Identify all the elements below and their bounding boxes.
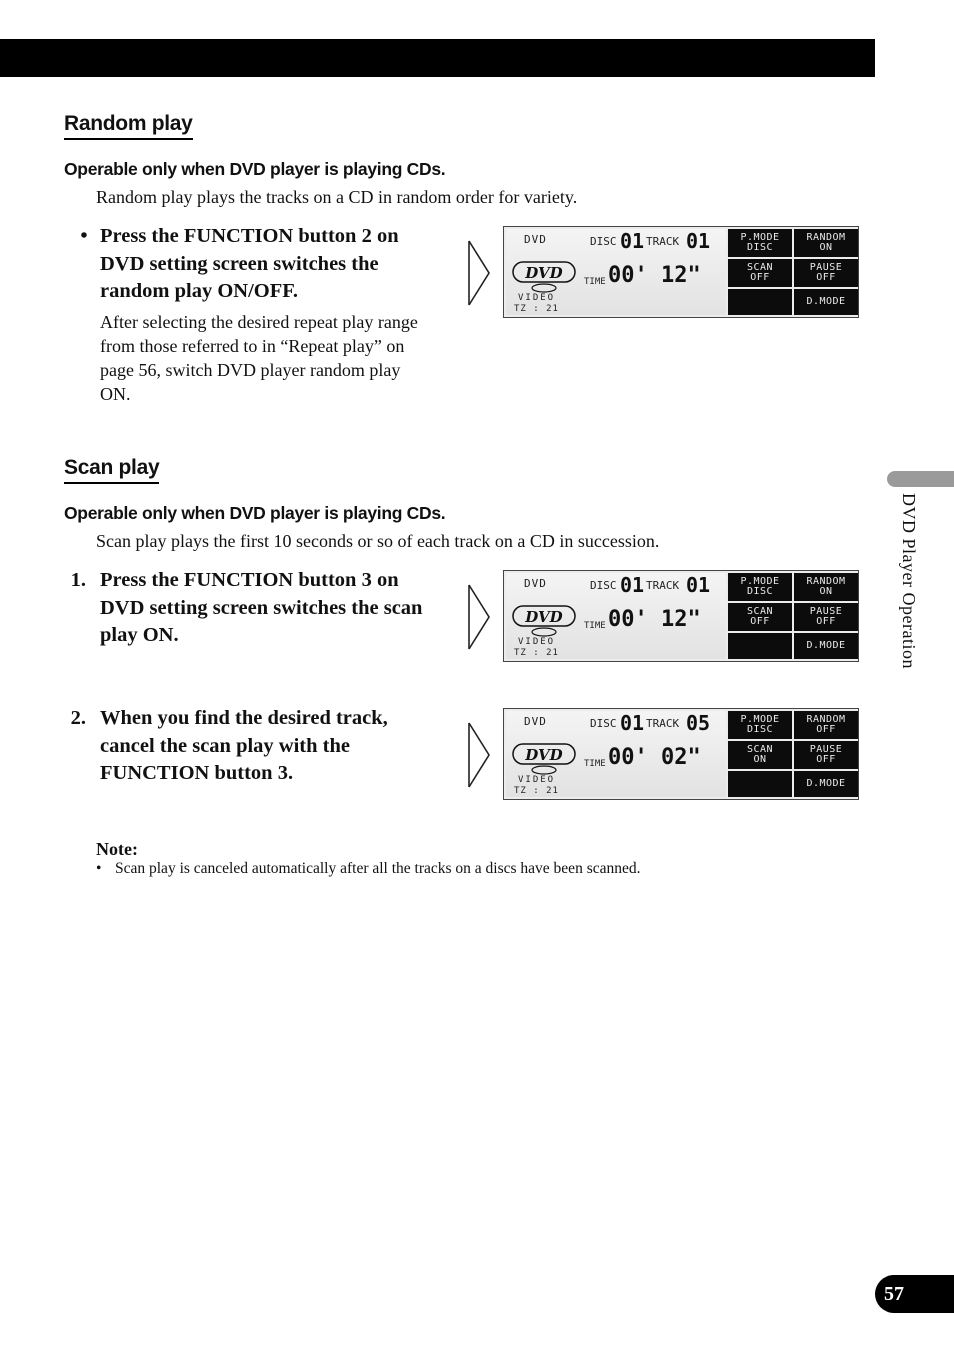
scan-play-heading: Scan play bbox=[64, 455, 159, 484]
source-label: DVD bbox=[524, 577, 547, 590]
note-title: Note: bbox=[96, 839, 138, 859]
scan-play-subhead: Operable only when DVD player is playing CDs. bbox=[64, 503, 446, 523]
scan-play-step-2 bbox=[64, 705, 444, 788]
random-play-subhead: Operable only when DVD player is playing CDs. bbox=[64, 159, 446, 179]
pause-off-button[interactable]: PAUSE OFF bbox=[794, 259, 858, 287]
track-label: TRACK bbox=[646, 235, 680, 248]
step-bullet: • bbox=[80, 225, 88, 247]
dvd-logo-icon bbox=[512, 743, 576, 777]
random-on-button[interactable]: RANDOM ON bbox=[794, 229, 858, 257]
dmode-button[interactable]: D.MODE bbox=[794, 633, 858, 659]
arrow-right-icon bbox=[467, 721, 491, 789]
pause-off-button[interactable]: PAUSE OFF bbox=[794, 741, 858, 769]
scan-play-intro: Scan play plays the first 10 seconds or so of each track on a CD in succession. bbox=[96, 531, 660, 551]
pmode-disc-button[interactable]: P.MODE DISC bbox=[728, 229, 792, 257]
track-number: 01 bbox=[686, 229, 711, 253]
svg-text:DVD: DVD bbox=[525, 264, 563, 282]
video-label: VIDEO bbox=[518, 775, 556, 785]
disc-number: 01 bbox=[620, 573, 645, 597]
video-label: VIDEO bbox=[518, 637, 556, 647]
lcd-display-random bbox=[503, 226, 859, 318]
time-label: TIME bbox=[584, 759, 606, 769]
header-bar bbox=[0, 39, 875, 77]
video-label: VIDEO bbox=[518, 293, 556, 303]
svg-text:DVD: DVD bbox=[525, 608, 563, 626]
blank-button[interactable] bbox=[728, 289, 792, 315]
pmode-disc-button[interactable]: P.MODE DISC bbox=[728, 711, 792, 739]
scan-play-step-1 bbox=[64, 567, 444, 650]
side-tab-label: DVD Player Operation bbox=[899, 493, 919, 669]
source-label: DVD bbox=[524, 715, 547, 728]
pause-off-button[interactable]: PAUSE OFF bbox=[794, 603, 858, 631]
dmode-button[interactable]: D.MODE bbox=[794, 289, 858, 315]
side-tab-marker bbox=[887, 471, 954, 487]
lcd-display-scan-cancel bbox=[503, 708, 859, 800]
lcd-screen bbox=[506, 573, 726, 659]
tz-label: TZ : 21 bbox=[514, 786, 559, 796]
time-label: TIME bbox=[584, 277, 606, 287]
random-on-button[interactable]: RANDOM ON bbox=[794, 573, 858, 601]
disc-label: DISC bbox=[590, 235, 617, 248]
random-off-button[interactable]: RANDOM OFF bbox=[794, 711, 858, 739]
track-number: 01 bbox=[686, 573, 711, 597]
tz-label: TZ : 21 bbox=[514, 648, 559, 658]
random-play-intro: Random play plays the tracks on a CD in random order for variety. bbox=[96, 187, 578, 207]
disc-number: 01 bbox=[620, 711, 645, 735]
lcd-screen bbox=[506, 229, 726, 315]
dvd-logo-icon bbox=[512, 261, 576, 295]
source-label: DVD bbox=[524, 233, 547, 246]
random-play-heading: Random play bbox=[64, 111, 193, 140]
blank-button[interactable] bbox=[728, 633, 792, 659]
time-value: 00' 02" bbox=[608, 745, 701, 770]
time-label: TIME bbox=[584, 621, 606, 631]
note-text: Scan play is canceled automatically after all the tracks on a discs have been scanned. bbox=[115, 860, 641, 877]
track-label: TRACK bbox=[646, 579, 680, 592]
arrow-right-icon bbox=[467, 583, 491, 651]
track-number: 05 bbox=[686, 711, 711, 735]
step-number: 2. bbox=[70, 707, 86, 729]
time-value: 00' 12" bbox=[608, 607, 701, 632]
scan-on-button[interactable]: SCAN ON bbox=[728, 741, 792, 769]
disc-number: 01 bbox=[620, 229, 645, 253]
step-text: When you find the desired track, cancel the scan play with the FUNCTION button 3. bbox=[100, 707, 388, 784]
page-number: 57 bbox=[875, 1275, 954, 1313]
svg-text:DVD: DVD bbox=[525, 746, 563, 764]
lcd-screen bbox=[506, 711, 726, 797]
dmode-button[interactable]: D.MODE bbox=[794, 771, 858, 797]
random-play-step bbox=[64, 223, 444, 306]
pmode-disc-button[interactable]: P.MODE DISC bbox=[728, 573, 792, 601]
note-bullet: • bbox=[96, 860, 102, 877]
dvd-logo-icon bbox=[512, 605, 576, 639]
scan-off-button[interactable]: SCAN OFF bbox=[728, 603, 792, 631]
track-label: TRACK bbox=[646, 717, 680, 730]
time-value: 00' 12" bbox=[608, 263, 701, 288]
step-text: Press the FUNCTION button 2 on DVD setting screen switches the random play ON/OFF. bbox=[100, 225, 399, 302]
blank-button[interactable] bbox=[728, 771, 792, 797]
scan-off-button[interactable]: SCAN OFF bbox=[728, 259, 792, 287]
arrow-right-icon bbox=[467, 239, 491, 307]
lcd-display-scan-on bbox=[503, 570, 859, 662]
tz-label: TZ : 21 bbox=[514, 304, 559, 314]
step-number: 1. bbox=[70, 569, 86, 591]
step-text: Press the FUNCTION button 3 on DVD setting screen switches the scan play ON. bbox=[100, 569, 423, 646]
random-play-note: After selecting the desired repeat play range from those referred to in “Repeat play” on page 56, switch DVD player random play ON. bbox=[100, 312, 418, 404]
note-item bbox=[96, 859, 641, 879]
disc-label: DISC bbox=[590, 717, 617, 730]
disc-label: DISC bbox=[590, 579, 617, 592]
